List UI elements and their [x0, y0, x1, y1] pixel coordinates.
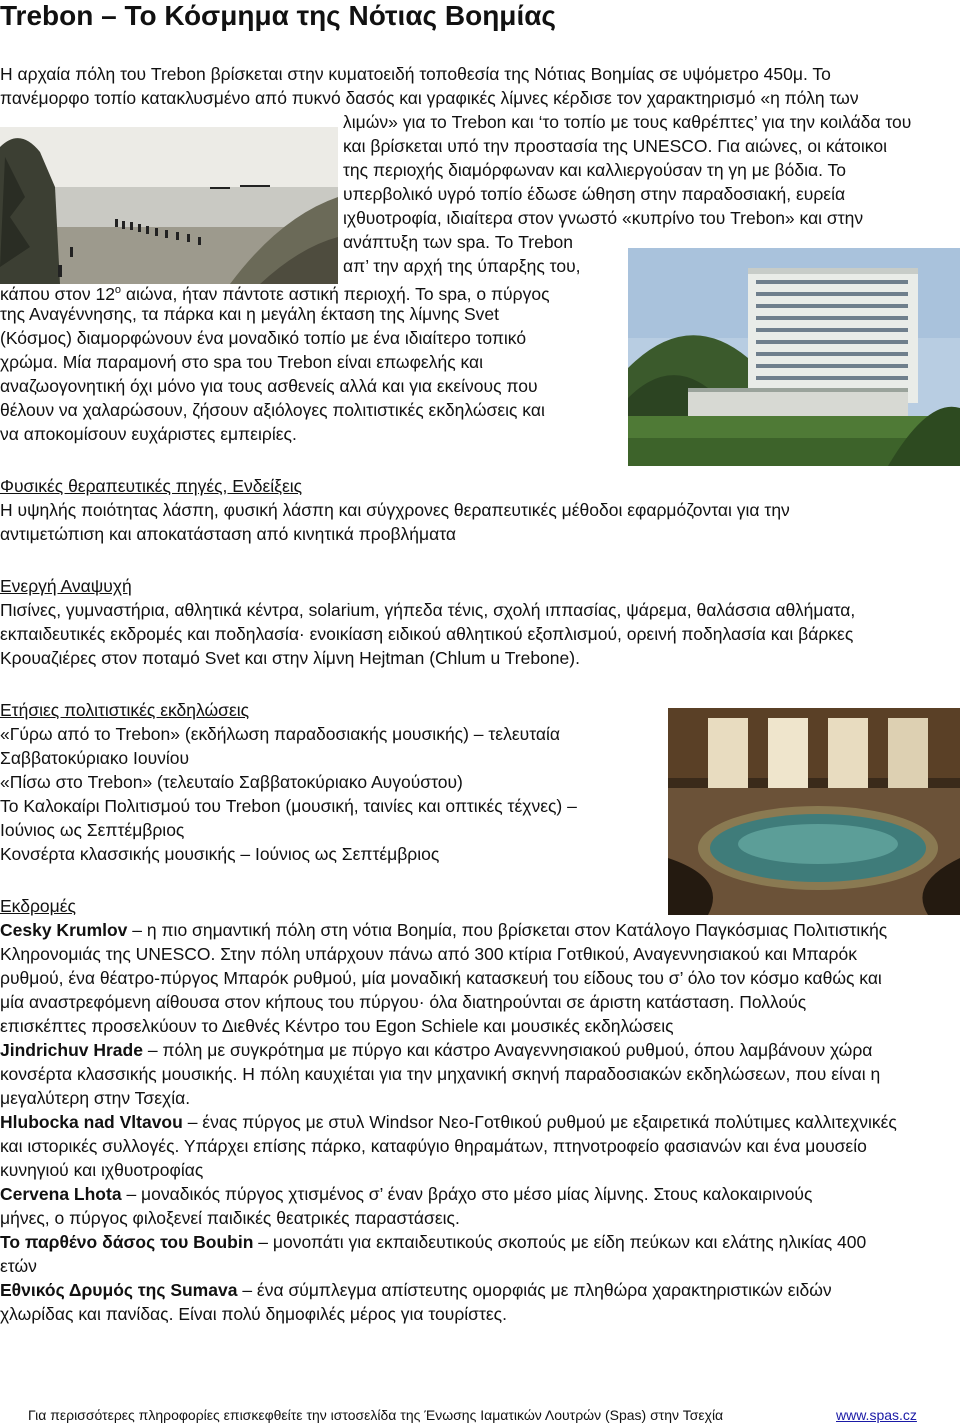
- intro-line-5: της περιοχής διαμόρφωναν και καλλιεργούσαν τη γη με βόδια. Το: [343, 160, 846, 180]
- springs-heading: Φυσικές θεραπευτικές πηγές, Ενδείξεις: [0, 476, 303, 496]
- intro-line-12: (Κόσμος) διαμορφώνουν ένα μοναδικό τοπίο με ένα ιδιαίτερο τοπικό: [0, 328, 527, 348]
- hlubocka-line-3: κυνηγιού και ιχθυοτροφίας: [0, 1160, 204, 1180]
- hlubocka-line-1: Hlubocka nad Vltavou – ένας πύργος με στυλ Windsor Νεο-Γοτθικού ρυθμού με εξαιρετικά πολύτιμες καλλιτεχνικές: [0, 1112, 897, 1132]
- hlubocka-line-2: και ιστορικές συλλογές. Υπάρχει επίσης πάρκο, καταφύγιο θηραμάτων, πτηνοτροφείο φασιανών και ένα μουσείο: [0, 1136, 867, 1156]
- cesky-line-3: ρυθμού, ένα θέατρο-πύργος Μπαρόκ ρυθμού, μία μοναδική κατασκευή του είδους του σ’ όλο τον κόσμο καθώς και: [0, 968, 882, 988]
- jindrichuv-line-1: Jindrichuv Hrade – πόλη με συγκρότημα με πύργο και κάστρο Αναγεννησιακού ρυθμού, όπου λαμβάνουν χώρα: [0, 1040, 873, 1060]
- active-heading: Ενεργή Αναψυχή: [0, 576, 132, 596]
- cesky-krumlov-name: Cesky Krumlov: [0, 920, 128, 940]
- springs-line-1: Η υψηλής ποιότητας λάσπη, φυσική λάσπη και σύγχρονες θεραπευτικές μέθοδοι εφαρμόζονται για την: [0, 500, 790, 520]
- intro-line-11: της Αναγέννησης, τα πάρκα και η μεγάλη έκταση της λίμνης Svet: [0, 304, 500, 324]
- springs-line-2: αντιμετώπιση και αποκατάσταση από κινητικά προβλήματα: [0, 524, 456, 544]
- jindrichuv-hrade-name: Jindrichuv Hrade: [0, 1040, 143, 1060]
- intro-line-16: να αποκομίσουν ευχάριστες εμπειρίες.: [0, 424, 297, 444]
- boubin-line-2: ετών: [0, 1256, 37, 1276]
- cesky-line-5: επισκέπτες προσελκύουν το Διεθνές Κέντρο του Egon Schiele και μουσικές εκδηλώσεις: [0, 1016, 674, 1036]
- events-line-4: Το Καλοκαίρι Πολιτισμού του Trebon (μουσική, ταινίες και οπτικές τέχνες) –: [0, 796, 577, 816]
- spas-website-link[interactable]: www.spas.cz: [836, 1407, 917, 1423]
- indoor-pool-photo: [668, 708, 960, 915]
- events-line-6: Κονσέρτα κλασσικής μουσικής – Ιούνιος ως Σεπτέμβριος: [0, 844, 440, 864]
- intro-line-15: θέλουν να χαλαρώσουν, ζήσουν αξιόλογες πολιτιστικές εκδηλώσεις και: [0, 400, 545, 420]
- intro-line-13: χρώμα. Μία παραμονή στο spa του Trebon είναι επωφελής και: [0, 352, 484, 372]
- intro-line-1: Η αρχαία πόλη του Trebon βρίσκεται στην κυματοειδή τοποθεσία της Νότιας Βοημίας σε υψόμετρο 450μ. Το: [0, 64, 831, 84]
- cesky-line-2: Κληρονομιάς της UNESCO. Στην πόλη υπάρχουν πάνω από 300 κτίρια Γοτθικού, Αναγεννησιακού και Μπαρόκ: [0, 944, 857, 964]
- events-line-3: «Πίσω στο Trebon» (τελευταίο Σαββατοκύριακο Αυγούστου): [0, 772, 463, 792]
- active-line-2: εκπαιδευτικές εκδρομές και ποδηλασία· ενοικίαση ειδικού αθλητικού εξοπλισμού, ορεινή ποδηλασία και βάρκες: [0, 624, 854, 644]
- hlubocka-name: Hlubocka nad Vltavou: [0, 1112, 183, 1132]
- trips-heading: Εκδρομές: [0, 896, 76, 916]
- intro-line-2: πανέμορφο τοπίο κατακλυσμένο από πυκνό δασός και γραφικές λίμνες κέρδισε τον χαρακτηρισμό «η πόλη των: [0, 88, 859, 108]
- sumava-line-2: χλωρίδας και πανίδας. Είναι πολύ δημοφιλές μέρος για τουρίστες.: [0, 1304, 507, 1324]
- boubin-name: Το παρθένο δάσος του Boubin: [0, 1232, 254, 1252]
- events-line-2: Σαββατοκύριακο Ιουνίου: [0, 748, 190, 768]
- events-line-1: «Γύρω από το Trebon» (εκδήλωση παραδοσιακής μουσικής) – τελευταία: [0, 724, 561, 744]
- intro-line-3: λιμών» για το Trebon και ‘το τοπίο με τους καθρέπτες’ για την κοιλάδα του: [343, 112, 912, 132]
- cesky-line-4: μία αναστρεφόμενη αίθουσα στον κήπους του πύργου· όλα διατηρούνται σε άριστη κατάσταση. Πολλούς: [0, 992, 807, 1012]
- jindrichuv-line-2: κονσέρτα κλασσικής μουσικής. Η πόλη καυχιέται για την μηχανική σκηνή παραδοσιακών εκδηλώσεων, που είναι η: [0, 1064, 881, 1084]
- footer-text: Για περισσότερες πληροφορίες επισκεφθείτε την ιστοσελίδα της Ένωσης Ιαματικών Λουτρών (Spas) στην Τσεχία: [28, 1407, 724, 1423]
- intro-line-7: ιχθυοτροφία, ιδιαίτερα στον γνωστό «κυπρίνο του Trebon» και στην: [343, 208, 864, 228]
- sumava-name: Εθνικός Δρυμός της Sumava: [0, 1280, 238, 1300]
- intro-line-10: κάπου στον $12^o$ αιώνα, ήταν πάντοτε αστική περιοχή. Το spa, ο πύργος: [0, 283, 550, 304]
- active-line-3: Κρουαζιέρες στον ποταμό Svet και στην λίμνη Hejtman (Chlum u Trebone).: [0, 648, 580, 668]
- cervena-line-1: Cervena Lhota – μοναδικός πύργος χτισμένος σ’ έναν βράχο στο μέσο μίας λίμνης. Στους καλοκαιρινούς: [0, 1184, 813, 1204]
- active-line-1: Πισίνες, γυμναστήρια, αθλητικά κέντρα, solarium, γήπεδα τένις, σχολή ιππασίας, ψάρεμα, θαλάσσια αθλήματα,: [0, 600, 856, 620]
- lake-photo: [0, 127, 338, 284]
- page-title: Trebon – Το Κόσμημα της Νότιας Βοημίας: [0, 0, 556, 31]
- events-heading: Ετήσιες πολιτιστικές εκδηλώσεις: [0, 700, 250, 720]
- cervena-line-2: μήνες, ο πύργος φιλοξενεί παιδικές θεατρικές παραστάσεις.: [0, 1208, 460, 1228]
- intro-line-8: ανάπτυξη των spa. Το Trebon: [343, 232, 574, 252]
- intro-line-9: απ’ την αρχή της ύπαρξης του,: [343, 256, 581, 276]
- cesky-line-1: Cesky Krumlov – η πιο σημαντική πόλη στη νότια Βοημία, που βρίσκεται στον Κατάλογο Παγκόσμιας Πολιτιστικής: [0, 920, 888, 940]
- sumava-line-1: Εθνικός Δρυμός της Sumava – ένα σύμπλεγμα απίστευτης ομορφιάς με πληθώρα χαρακτηριστικών ειδών: [0, 1280, 832, 1300]
- events-line-5: Ιούνιος ως Σεπτέμβριος: [0, 820, 185, 840]
- cervena-lhota-name: Cervena Lhota: [0, 1184, 122, 1204]
- jindrichuv-line-3: μεγαλύτερη στην Τσεχία.: [0, 1088, 191, 1108]
- spa-building-photo: [628, 248, 960, 466]
- intro-line-4: και βρίσκεται υπό την προστασία της UNESCO. Για αιώνες, οι κάτοικοι: [343, 136, 887, 156]
- intro-line-6: υπερβολικό υγρό τοπίο έδωσε ώθηση στην παραδοσιακή, ευρεία: [343, 184, 846, 204]
- intro-line-14: αναζωογονητική όχι μόνο για τους ασθενείς αλλά και για εκείνους που: [0, 376, 538, 396]
- boubin-line-1: Το παρθένο δάσος του Boubin – μονοπάτι για εκπαιδευτικούς σκοπούς με είδη πεύκων και ελάτης ηλικίας 400: [0, 1232, 867, 1252]
